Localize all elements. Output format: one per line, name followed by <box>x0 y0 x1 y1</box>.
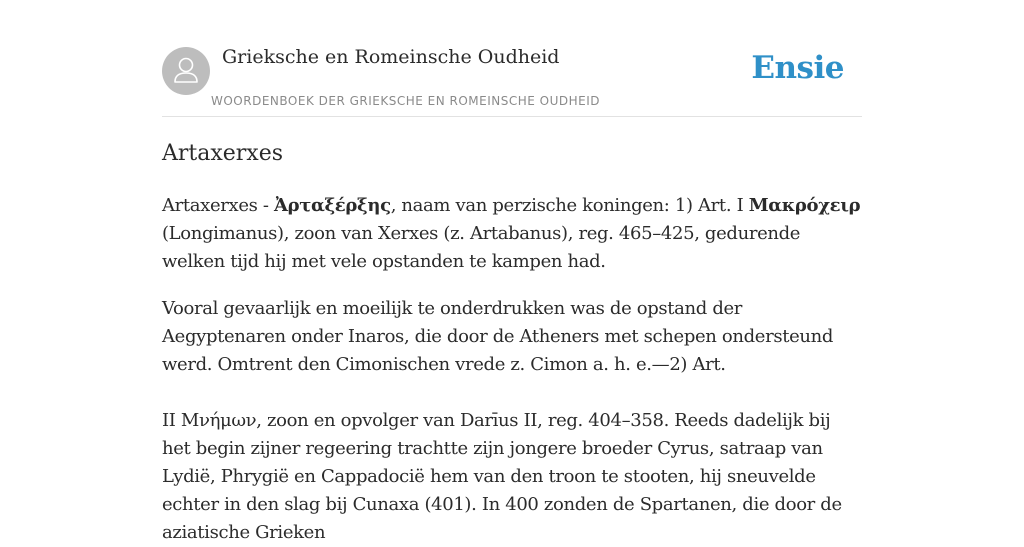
ensie-logo-link[interactable]: Ensie <box>751 50 844 86</box>
site-subtitle: WOORDENBOEK DER GRIEKSCHE EN ROMEINSCHE OUDHEID <box>211 94 601 108</box>
greek-epithet: Μακρόχειρ <box>748 195 861 216</box>
site-title[interactable]: Grieksche en Romeinsche Oudheid <box>222 46 560 68</box>
article-paragraph-2: Vooral gevaarlijk en moeilijk te onderdrukken was de opstand der Aegyptenaren onder Inaros, die door de Atheners met schepen ondersteund werd. Omtrent den Cimonischen vrede z. Cimon a. h. e.—2) Art. <box>162 298 834 375</box>
intro-text: Artaxerxes - <box>162 195 274 216</box>
user-silhouette-icon[interactable] <box>162 47 210 95</box>
article-paragraph-1 <box>162 192 862 276</box>
rest-text: (Longimanus), zoon van Xerxes (z. Artabanus), reg. 465–425, gedurende welken tijd hij met vele opstanden te kampen had. <box>162 223 801 272</box>
middle-text: , naam van perzische koningen: 1) Art. I <box>390 195 749 216</box>
article-title: Artaxerxes <box>162 141 284 166</box>
article-paragraph-3: II Μνήμων, zoon en opvolger van Darīus II, reg. 404–358. Reeds dadelijk bij het begin zijner regeering trachtte zijn jongere broeder Cyrus, satraap van Lydië, Phrygië en Cappadocië hem van den troon te stooten, hij sneuvelde echter in den slag bij Cunaxa (401). In 400 zonden de Spartanen, die door de aziatische Grieken <box>162 410 842 543</box>
article <box>162 136 862 547</box>
greek-name: Ἀρταξέρξης <box>274 195 391 216</box>
site-header <box>162 44 862 117</box>
